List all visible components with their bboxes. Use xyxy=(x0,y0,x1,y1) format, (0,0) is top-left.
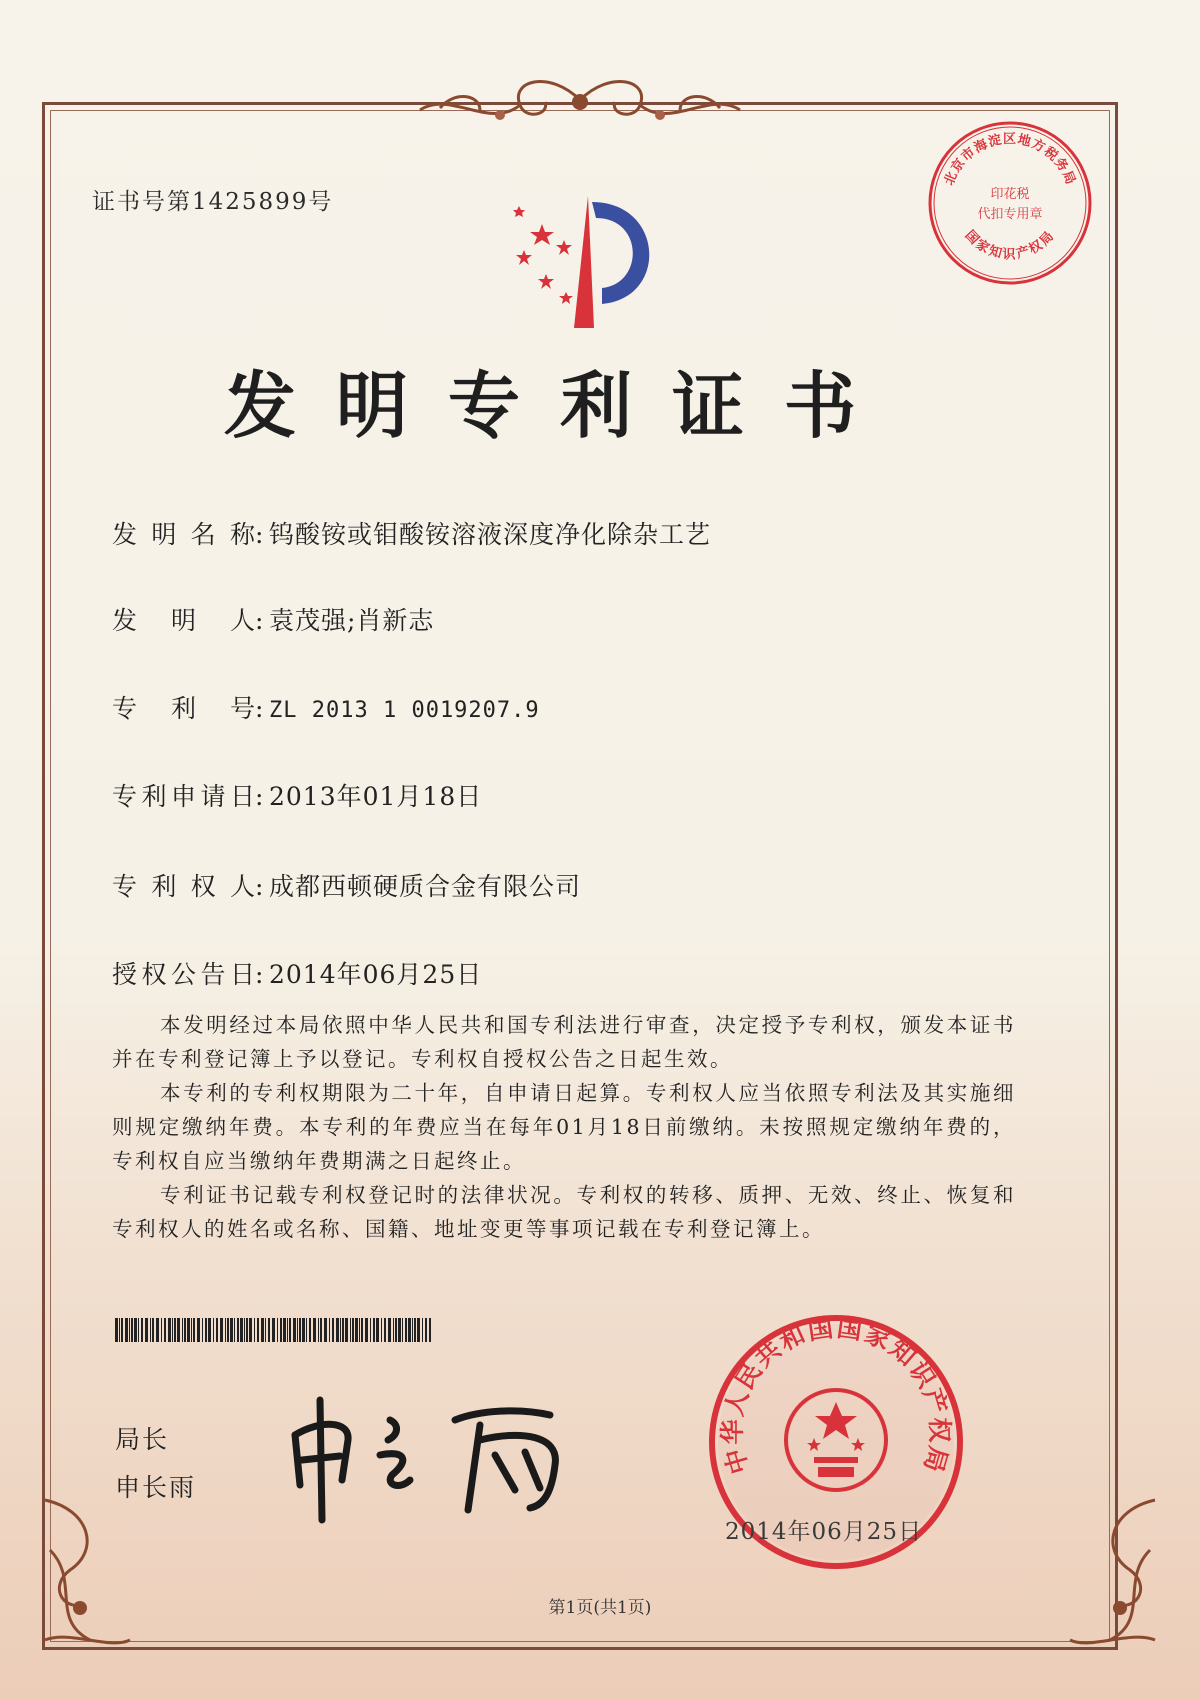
field-inventors xyxy=(112,601,434,637)
tax-stamp-ring-text: 北京市海淀区地方税务局 xyxy=(941,132,1079,188)
top-ornament xyxy=(400,70,760,140)
body-paragraph: 本专利的专利权期限为二十年，自申请日起算。专利权人应当依照专利法及其实施细则规定缴纳年费。本专利的年费应当在每年01月18日前缴纳。未按照规定缴纳年费的，专利权自应当缴纳年费期满之日起终止。 xyxy=(112,1081,1016,1173)
field-label: 发明名称 xyxy=(112,520,255,549)
tax-stamp-center-line-1: 印花税 xyxy=(990,187,1030,202)
document-title: 发明专利证书 xyxy=(223,364,896,448)
field-value: ZL 2013 1 0019207.9 xyxy=(269,698,540,723)
field-value: 2014年06月25日 xyxy=(269,960,483,989)
field-label: 专利申请日 xyxy=(112,782,255,811)
field-invention-name xyxy=(112,515,711,551)
page-indicator: 第1页(共1页) xyxy=(548,1598,652,1618)
director-title: 局长 xyxy=(115,1425,170,1454)
field-label: 专利号 xyxy=(112,694,255,723)
certificate-number: 证书号第1425899号 xyxy=(92,189,334,215)
field-colon: : xyxy=(255,872,264,901)
field-application-date xyxy=(112,777,482,813)
barcode xyxy=(115,1318,431,1342)
field-colon: : xyxy=(255,606,264,635)
certificate-body-text xyxy=(112,1008,1016,1246)
field-value: 袁茂强;肖新志 xyxy=(269,606,435,635)
field-grant-date xyxy=(112,955,482,991)
field-value: 2013年01月18日 xyxy=(269,782,483,811)
field-colon: : xyxy=(255,782,264,811)
issue-date: 2014年06月25日 xyxy=(725,1519,923,1545)
field-label: 发明人 xyxy=(112,606,255,635)
body-paragraph: 本发明经过本局依照中华人民共和国专利法进行审查，决定授予专利权，颁发本证书并在专利登记簿上予以登记。专利权自授权公告之日起生效。 xyxy=(112,1013,1016,1071)
tax-stamp-bottom-text: 国家知识产权局 xyxy=(961,227,1059,263)
field-colon: : xyxy=(255,960,264,989)
bottom-right-ornament xyxy=(1050,1490,1170,1660)
director-name: 申长雨 xyxy=(115,1473,197,1502)
field-value: 钨酸铵或钼酸铵溶液深度净化除杂工艺 xyxy=(269,520,712,549)
tax-stamp-seal xyxy=(925,118,1095,288)
field-colon: : xyxy=(255,520,264,549)
svg-text:国家知识产权局 xyxy=(962,227,1059,262)
seal-ring-text: 中华人民共和国国家知识产权局 xyxy=(717,1312,955,1478)
field-value: 成都西顿硬质合金有限公司 xyxy=(269,872,582,901)
tax-stamp-center-line-2: 代扣专用章 xyxy=(977,207,1043,222)
bottom-left-ornament xyxy=(30,1490,150,1660)
field-patent-number xyxy=(112,689,540,725)
director-signature xyxy=(280,1380,600,1530)
sipo-logo-icon xyxy=(484,188,674,338)
field-label: 专利权人 xyxy=(112,872,255,901)
field-patentee xyxy=(112,867,581,903)
field-label: 授权公告日 xyxy=(112,960,255,989)
body-paragraph: 专利证书记载专利权登记时的法律状况。专利权的转移、质押、无效、终止、恢复和专利权人的姓名或名称、国籍、地址变更等事项记载在专利登记簿上。 xyxy=(112,1183,1016,1241)
field-colon: : xyxy=(255,694,264,723)
